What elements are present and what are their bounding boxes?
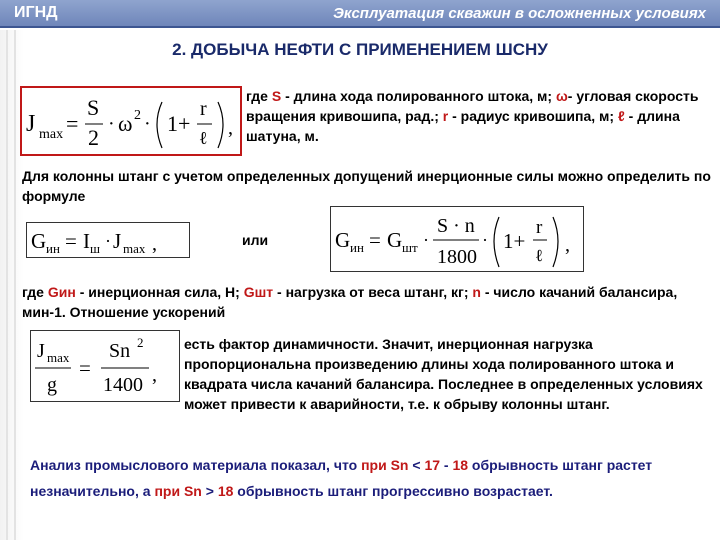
symbol-omega: ω [555,88,568,104]
f1-paren-left [157,102,162,148]
f1-dot1: · [108,113,115,135]
intro-text: Для колонны штанг с учетом определенных допущений инерционные силы можно определить по формуле [22,168,711,204]
svg-text:·: · [482,230,488,250]
slide-title: 2. ДОБЫЧА НЕФТИ С ПРИМЕНЕНИЕМ ШСНУ [172,40,548,59]
f1-omega: ω [118,111,133,136]
header-bar [0,0,720,28]
f1-l: ℓ [199,128,208,148]
formula2-description: где Gин - инерционная сила, Н; Gшт - нагрузка от веса штанг, кг; n - число качаний балансира, мин-1. Отношение ускорений [22,284,678,320]
org-label: ИГНД [14,4,58,21]
f1-pow: 2 [134,108,141,123]
svg-text:,: , [565,234,570,256]
svg-text:2: 2 [137,335,144,350]
symbol-l: ℓ [617,108,625,124]
course-title: Эксплуатация скважин в осложненных условиях [333,5,706,22]
svg-text:Sn: Sn [109,340,131,362]
formula-dynamic-factor-box [30,330,180,402]
formula-dynamic-factor [31,331,181,403]
svg-text:G: G [31,229,47,253]
f1-r: r [200,98,207,120]
svg-text:·: · [423,230,429,250]
formula-gin [27,223,191,259]
svg-text:J: J [113,229,122,253]
symbol-gin: Gин [47,284,76,300]
svg-text:ℓ: ℓ [535,246,544,265]
f1-dot2: · [144,113,151,135]
svg-text:max: max [123,241,146,256]
svg-text:ш: ш [90,241,101,256]
f1-num: S [87,95,100,120]
svg-text:1+: 1+ [503,229,526,253]
svg-text:S · n: S · n [437,215,475,237]
formula-gin-box [26,222,190,258]
svg-text:I: I [83,229,90,253]
svg-text:J: J [37,340,45,362]
svg-text:,: , [152,364,157,386]
cond-1: при Sn [361,457,409,473]
f1-paren-right [218,102,223,148]
svg-text:ин: ин [350,240,364,255]
svg-text:G: G [335,228,351,252]
formula-jmax [22,88,244,158]
formula1-description: где S - длина хода полированного штока, м; ω- угловая скорость вращения кривошипа, рад.; r - радиус кривошипа, м; ℓ - длина шатуна, м. [246,88,699,144]
svg-text:=: = [369,228,381,252]
symbol-n: n [472,284,481,300]
f1-eq: = [66,111,79,136]
symbol-s: S [271,88,282,104]
svg-text:ин: ин [46,241,60,256]
f1-comma: , [228,117,233,139]
svg-text:max: max [47,350,70,365]
f1-den: 2 [88,125,99,150]
f1-one-plus: 1+ [167,111,191,136]
f1-lhs: J [26,111,36,137]
svg-text:=: = [65,229,77,253]
svg-text:G: G [387,228,403,252]
svg-text:g: g [47,374,57,396]
formula-gin-alt [331,207,585,273]
or-label: или [242,232,269,248]
svg-text:,: , [152,233,157,255]
symbol-r: r [442,108,449,124]
svg-text:шт: шт [402,240,418,255]
formula-jmax-box [20,86,242,156]
svg-text:=: = [79,356,91,380]
f1-lhs-sub: max [39,127,64,142]
svg-text:·: · [105,231,111,251]
symbol-gsht: Gшт [243,284,274,300]
svg-text:1800: 1800 [437,246,477,268]
cond-2: при Sn [154,483,202,499]
svg-text:1400: 1400 [103,374,143,396]
conclusion-text: Анализ промыслового материала показал, что при Sn < 17 - 18 обрывность штанг растет незначительно, а при Sn > 18 обрывность штанг прогрессивно возрастает. [30,457,653,499]
svg-text:r: r [536,217,543,238]
formula-gin-alt-box [330,206,584,272]
dynamic-factor-description: есть фактор динамичности. Значит, инерционная нагрузка пропорциональна произведению длины хода полированного штока и квадрата числа качаний балансира. Последнее в определенных условиях может привести к аварийности, т.е. к обрыву колонны штанг. [184,336,703,412]
